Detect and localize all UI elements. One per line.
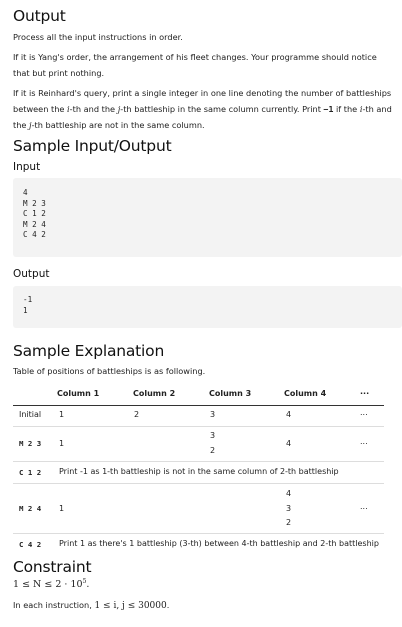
output-intro: Process all the input instructions in order. <box>13 32 183 42</box>
cell: 3 <box>210 431 216 440</box>
header-more: ... <box>360 387 370 396</box>
row-label-m23: M 2 3 <box>19 439 42 448</box>
output-heading: Output <box>13 7 66 25</box>
header-column-2: Column 2 <box>133 389 176 398</box>
cell: 4 <box>286 410 292 419</box>
explanation-intro: Table of positions of battleships is as following. <box>13 366 206 376</box>
input-label: Input <box>13 161 41 173</box>
cell: 2 <box>210 446 216 455</box>
cell: 2 <box>286 518 292 527</box>
input-line: M 2 3 <box>23 198 46 208</box>
input-line: M 2 4 <box>23 219 46 229</box>
cell: 4 <box>286 439 292 448</box>
cell: 1 <box>59 410 65 419</box>
row-c42-text: Print 1 as there's 1 battleship (3-th) between 4-th battleship and 2-th battleship <box>59 539 379 548</box>
output-label: Output <box>13 268 50 280</box>
header-column-3: Column 3 <box>209 389 252 398</box>
cell-more: ... <box>360 502 368 511</box>
cell: 3 <box>286 504 292 513</box>
constraint-ij: In each instruction, 1 ≤ i, j ≤ 30000. <box>13 600 170 611</box>
cell: 1 <box>59 504 65 513</box>
input-line: C 4 2 <box>23 230 46 240</box>
row-label-c42: C 4 2 <box>19 540 42 549</box>
row-label-initial: Initial <box>19 410 42 419</box>
cell-more: ... <box>360 408 368 417</box>
output-para-reinhard: If it is Reinhard's query, print a single integer in one line denoting the number of battleships between the i-th and the j-th battleship in the same column currently. Print −1 if the i-th and the j-th battleship are not in the same column. <box>13 88 392 130</box>
cell: 3 <box>210 410 216 419</box>
sample-output-block <box>13 286 402 328</box>
cell: 2 <box>134 410 140 419</box>
header-rule <box>13 405 384 406</box>
row-rule <box>13 483 384 484</box>
cell: 1 <box>59 439 65 448</box>
cell-more: ... <box>360 437 368 446</box>
positions-table <box>13 384 384 554</box>
row-label-c12: C 1 2 <box>19 468 42 477</box>
row-rule <box>13 426 384 427</box>
input-line: C 1 2 <box>23 209 46 219</box>
sample-io-heading: Sample Input/Output <box>13 137 172 155</box>
row-c12-text: Print -1 as 1-th battleship is not in the same column of 2-th battleship <box>59 467 339 476</box>
output-para-yang: If it is Yang's order, the arrangement of his fleet changes. Your programme should notice that but print nothing. <box>13 52 377 78</box>
row-label-m24: M 2 4 <box>19 504 42 513</box>
cell: 4 <box>286 489 292 498</box>
header-column-1: Column 1 <box>57 389 100 398</box>
row-rule <box>13 533 384 534</box>
output-line: 1 <box>23 305 28 315</box>
explanation-heading: Sample Explanation <box>13 342 165 360</box>
header-column-4: Column 4 <box>284 389 327 398</box>
sample-input-block <box>13 178 402 257</box>
output-line: -1 <box>23 295 33 304</box>
constraint-heading: Constraint <box>13 558 92 576</box>
input-line: 4 <box>23 188 28 197</box>
constraint-n: $1 \le N \le 2 \cdot 10^5$. <box>13 578 90 591</box>
row-rule <box>13 461 384 462</box>
